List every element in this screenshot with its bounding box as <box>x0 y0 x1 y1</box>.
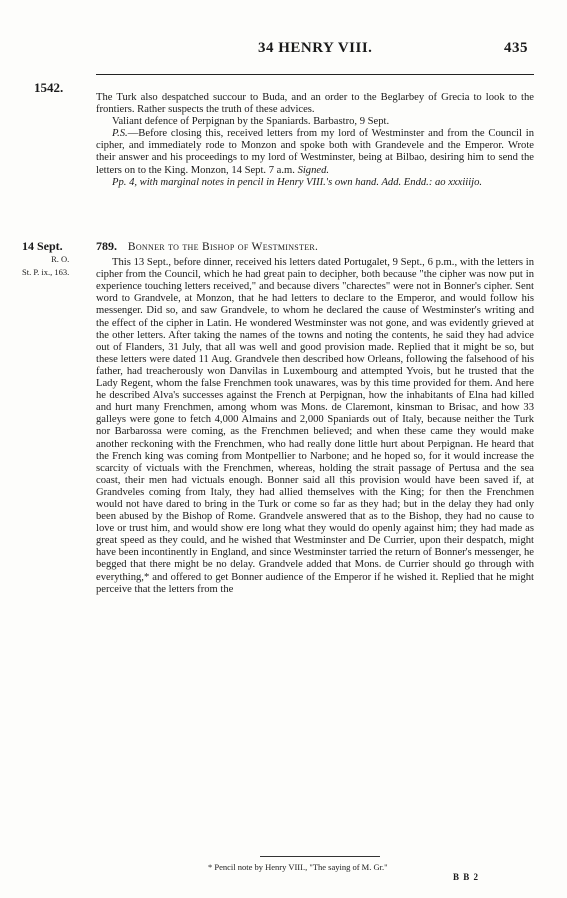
header-rule <box>96 74 534 75</box>
ps-label: P.S. <box>112 128 128 140</box>
entry-number: 789. <box>96 239 117 253</box>
entry-margin <box>22 240 71 279</box>
top-block <box>96 92 534 189</box>
entry-heading <box>96 240 534 253</box>
page-number: 435 <box>504 40 528 56</box>
entry-ref-ro: R. O. <box>51 254 70 264</box>
paragraph-perpignan: Valiant defence of Perpignan by the Spaniards. Barbastro, 9 Sept. <box>112 116 390 128</box>
ps-signed: Signed. <box>297 164 330 176</box>
ps-text: —Before closing this, received letters from my lord of Westminster and from the Council in cipher, and immediately rode to Monzon and spoke both with Grandevele and the Emperor. Wrote their answer and his proceedings to my lord of Westminster, being at Bilbao, desiring him to send the letters on to the King. Monzon, 14 Sept. 7 a.m. <box>96 128 534 176</box>
entry-789 <box>96 240 534 596</box>
entry-date: 14 Sept. <box>22 239 63 253</box>
postscript <box>96 128 534 176</box>
entry-ref-stp: St. P. ix., 163. <box>22 267 70 277</box>
source-note: Pp. 4, with marginal notes in pencil in Henry VIII.'s own hand. Add. Endd.: ao xxxiiijo. <box>112 176 483 188</box>
entry-body: This 13 Sept., before dinner, received his letters dated Portugalet, 9 Sept., 6 p.m., with the letters in cipher from the Council, which he had great pain to decipher, both because "the cipher was now put in experience touching letters received," and because divers "charectes" were not in Bonner's cipher. Sent word to Grandvele, at Monzon, that he had letters to declare to the Emperor, and would follow his messenger. Did so, and saw Grandvele, to whom he declared the cause of Westminster's writing and the effect of the cipher in Latin. He wondered Westminster was not gone, and was evidently grieved at the other letters. After taking the names of the towns and noting the contents, he said they had advice out of Flanders, 31 July, that all was well and good provision made. Replied that it might be so, but these letters were dated 11 Aug. Grandvele then described how Orleans, following the falsehood of his father, had treacherously won Danvilas in Luxembourg and attempted Yvois, but he trusted that the Lady Regent, whom the false Frenchmen took unawares, was by this time provided for them. And here he described Alva's successes against the French at Perpignan, how the inhabitants of Elna had killed and hurt many Frenchmen, among whom was Mons. de Claremont, kinsman to Brisac, and how 33 galleys were gone to fetch 4,000 Almains and 2,000 Spaniards out of Italy, because neither the Turk nor Barbarossa were coming, as the Frenchmen believed; and when these came they would make another reckoning with the Frenchmen, who had really done little hurt about Perpignan. He heard that the French king was coming from Montpellier to Narbone; and he hoped so, for it would increase the scarcity of victuals with the Frenchmen, whereas, holding the strait passage of Pertusa and the sea coast, their men had victuals enough. Bonner said all this provision would have been saved if, at Grandveles coming from Italy, they had allied themselves with the King; for then the Frenchmen would not have dared to bring in the Turk or come so far as they had; but in the delay they had only been abused by the Bishop of Rome. Grandvele answered that as to the Bishop, they had no cause to love or trust him, and would show ere long what they would do openly against him; they had made as great speed as they could, and he wished that Westminster and De Currier, upon their despatch, might have been incontinently in England, and since Westminster tarried the return of Bonner's messenger, he begged that there might be no delay. Grandvele added that Mons. de Currier should go through with everything,* and offered to get Bonner audience of the Emperor if he wished it. Replied that he might perceive that the letters from the <box>96 257 534 595</box>
footnote: * Pencil note by Henry VIII., "The saying of M. Gr." <box>208 862 388 872</box>
footnote-rule <box>260 856 380 857</box>
entry-title: Bonner to the Bishop of Westminster. <box>127 241 319 253</box>
signature-mark: B B 2 <box>453 872 480 882</box>
year-label: 1542. <box>34 80 64 95</box>
running-title: 34 HENRY VIII. <box>258 40 373 56</box>
paragraph-turk: The Turk also despatched succour to Buda, and an order to the Beglarbey of Grecia to look to the frontiers. Rather suspects the truth of these advices. <box>96 92 534 116</box>
